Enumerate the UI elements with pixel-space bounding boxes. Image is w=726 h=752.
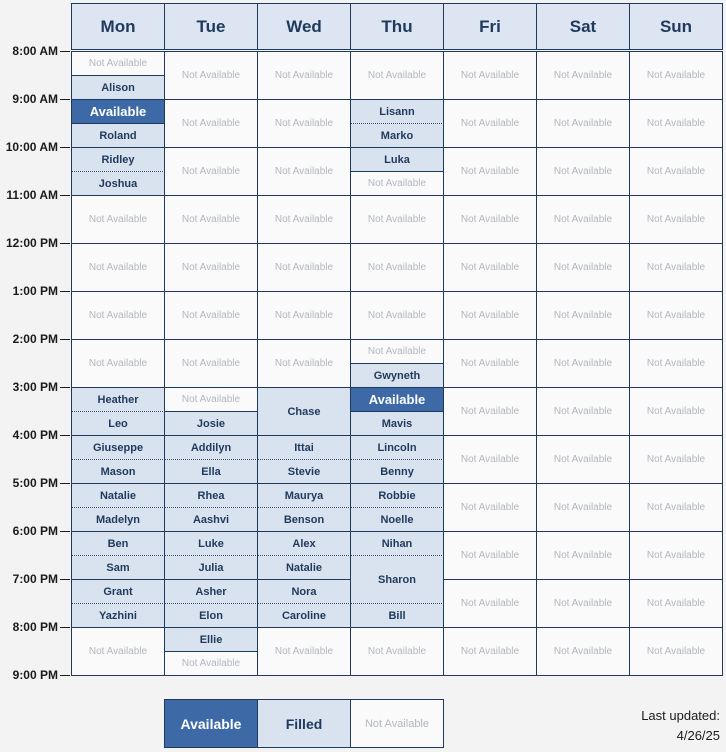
slot-filled[interactable]: Rhea [165,484,257,507]
slot-divider [443,579,537,580]
slot-divider [71,579,165,580]
slot-not-available: Not Available [165,652,257,675]
slot-divider [350,243,444,244]
slot-divider [536,387,630,388]
slot-filled[interactable]: Natalie [258,556,350,579]
slot-filled[interactable]: Noelle [351,508,443,531]
slot-divider [164,627,258,628]
slot-filled[interactable]: Alex [258,532,350,555]
time-tick [60,435,70,436]
slot-not-available: Not Available [165,388,257,411]
slot-filled[interactable]: Grant [72,580,164,603]
slot-filled[interactable]: Roland [72,124,164,147]
slot-not-available: Not Available [537,580,629,627]
slot-filled[interactable]: Ittai [258,436,350,459]
slot-not-available: Not Available [630,580,722,627]
time-tick [60,147,70,148]
slot-not-available: Not Available [258,628,350,675]
time-tick [60,531,70,532]
slot-divider [350,483,444,484]
time-label: 8:00 PM [12,620,58,634]
slot-divider [164,147,258,148]
slot-filled[interactable]: Bill [351,604,443,627]
slot-not-available: Not Available [537,292,629,339]
slot-divider [536,147,630,148]
day-header-thu: Thu [350,3,444,50]
slot-divider [350,147,444,148]
slot-not-available: Not Available [165,292,257,339]
slot-not-available: Not Available [165,340,257,387]
slot-divider [164,483,258,484]
slot-filled[interactable]: Stevie [258,460,350,483]
slot-filled[interactable]: Maurya [258,484,350,507]
slot-divider [443,99,537,100]
last-updated-date: 4/26/25 [676,728,720,743]
slot-divider [443,435,537,436]
slot-divider [443,483,537,484]
time-label: 9:00 AM [12,92,58,106]
slot-not-available: Not Available [258,100,350,147]
time-label: 7:00 PM [12,572,58,586]
slot-filled[interactable]: Yazhini [72,604,164,627]
slot-divider [350,363,444,364]
slot-not-available: Not Available [444,292,536,339]
slot-filled[interactable]: Mavis [351,412,443,435]
slot-divider [350,411,444,412]
slot-divider [164,339,258,340]
slot-not-available: Not Available [537,484,629,531]
slot-divider [164,99,258,100]
slot-divider [164,243,258,244]
slot-not-available: Not Available [444,340,536,387]
slot-divider [71,195,165,196]
slot-divider [629,531,723,532]
slot-not-available: Not Available [537,52,629,99]
time-tick [60,675,70,676]
slot-divider [629,339,723,340]
column-divider [350,51,351,676]
day-header-fri: Fri [443,3,537,50]
column-divider [629,51,630,676]
slot-not-available: Not Available [537,100,629,147]
slot-divider [257,603,351,604]
time-tick [60,291,70,292]
slot-divider [71,75,165,76]
time-tick [60,483,70,484]
slot-divider [443,627,537,628]
time-label: 5:00 PM [12,476,58,490]
slot-filled[interactable]: Madelyn [72,508,164,531]
slot-filled[interactable]: Giuseppe [72,436,164,459]
slot-not-available: Not Available [630,532,722,579]
slot-divider [257,627,351,628]
slot-not-available: Not Available [630,340,722,387]
slot-not-available: Not Available [165,196,257,243]
slot-divider [164,555,258,556]
slot-divider [257,531,351,532]
slot-not-available: Not Available [258,244,350,291]
slot-not-available: Not Available [444,196,536,243]
slot-filled[interactable]: Luke [165,532,257,555]
day-header-mon: Mon [71,3,165,50]
column-divider [257,51,258,676]
slot-not-available: Not Available [537,388,629,435]
slot-not-available: Not Available [630,52,722,99]
slot-divider [350,99,444,100]
slot-divider [164,651,258,652]
slot-divider [164,603,258,604]
last-updated [641,706,720,746]
slot-not-available: Not Available [72,196,164,243]
slot-not-available: Not Available [351,340,443,363]
slot-divider [164,579,258,580]
time-label: 12:00 PM [5,236,58,250]
column-divider [164,51,165,676]
slot-not-available: Not Available [72,244,164,291]
legend-filled: Filled [257,700,350,747]
slot-not-available: Not Available [165,100,257,147]
slot-divider [350,123,444,124]
time-label: 1:00 PM [12,284,58,298]
slot-not-available: Not Available [537,628,629,675]
slot-not-available: Not Available [444,532,536,579]
time-label: 10:00 AM [5,140,58,154]
time-tick [60,579,70,580]
day-header-sun: Sun [629,3,723,50]
slot-filled[interactable]: Lisann [351,100,443,123]
time-tick [60,99,70,100]
column-divider [536,51,537,676]
slot-not-available: Not Available [351,292,443,339]
slot-divider [350,507,444,508]
slot-filled[interactable]: Natalie [72,484,164,507]
slot-divider [629,99,723,100]
slot-divider [71,507,165,508]
slot-filled[interactable]: Addilyn [165,436,257,459]
slot-divider [257,435,351,436]
slot-filled[interactable]: Joshua [72,172,164,195]
slot-not-available: Not Available [444,628,536,675]
slot-divider [71,339,165,340]
slot-not-available: Not Available [72,292,164,339]
slot-divider [443,243,537,244]
slot-divider [71,459,165,460]
slot-divider [443,339,537,340]
slot-not-available: Not Available [630,484,722,531]
slot-not-available: Not Available [72,340,164,387]
slot-not-available: Not Available [630,292,722,339]
slot-not-available: Not Available [258,340,350,387]
slot-divider [257,387,351,388]
slot-divider [536,435,630,436]
slot-divider [164,387,258,388]
slot-divider [71,483,165,484]
slot-filled[interactable]: Asher [165,580,257,603]
day-header-sat: Sat [536,3,630,50]
slot-not-available: Not Available [72,52,164,75]
slot-divider [629,483,723,484]
slot-divider [536,483,630,484]
slot-not-available: Not Available [444,52,536,99]
slot-divider [350,435,444,436]
column-divider [71,51,72,676]
slot-divider [164,411,258,412]
slot-not-available: Not Available [630,436,722,483]
slot-filled[interactable]: Luka [351,148,443,171]
slot-not-available: Not Available [258,292,350,339]
time-tick [60,339,70,340]
slot-divider [536,339,630,340]
slot-available-mon[interactable]: Available [72,100,164,123]
slot-divider [350,171,444,172]
slot-not-available: Not Available [537,340,629,387]
slot-filled[interactable]: Marko [351,124,443,147]
slot-not-available: Not Available [537,148,629,195]
slot-divider [257,291,351,292]
slot-not-available: Not Available [165,148,257,195]
slot-divider [629,435,723,436]
slot-divider [629,147,723,148]
slot-divider [71,603,165,604]
time-label: 2:00 PM [12,332,58,346]
slot-divider [71,411,165,412]
slot-filled[interactable]: Ellie [165,628,257,651]
slot-divider [164,195,258,196]
slot-divider [629,387,723,388]
slot-filled[interactable]: Mason [72,460,164,483]
grid-border [71,675,723,676]
slot-divider [164,531,258,532]
slot-filled[interactable]: Robbie [351,484,443,507]
slot-not-available: Not Available [444,148,536,195]
time-tick [60,51,70,52]
slot-divider [257,243,351,244]
slot-divider [629,627,723,628]
time-label: 8:00 AM [12,44,58,58]
slot-divider [71,123,165,124]
slot-filled[interactable]: Nihan [351,532,443,555]
slot-not-available: Not Available [630,244,722,291]
slot-not-available: Not Available [351,628,443,675]
slot-not-available: Not Available [258,148,350,195]
slot-not-available: Not Available [351,172,443,195]
slot-divider [350,531,444,532]
slot-filled[interactable]: Josie [165,412,257,435]
slot-divider [257,555,351,556]
slot-divider [443,147,537,148]
slot-filled[interactable]: Julia [165,556,257,579]
slot-divider [71,435,165,436]
slot-not-available: Not Available [72,628,164,675]
slot-filled[interactable]: Benny [351,460,443,483]
slot-divider [257,99,351,100]
slot-divider [350,459,444,460]
slot-not-available: Not Available [444,436,536,483]
slot-filled[interactable]: Nora [258,580,350,603]
slot-divider [71,291,165,292]
slot-divider [443,531,537,532]
slot-not-available: Not Available [630,388,722,435]
slot-divider [350,387,444,388]
slot-not-available: Not Available [351,52,443,99]
slot-divider [257,147,351,148]
slot-divider [71,147,165,148]
time-label: 3:00 PM [12,380,58,394]
slot-not-available: Not Available [165,244,257,291]
slot-divider [350,603,444,604]
slot-not-available: Not Available [537,532,629,579]
slot-filled[interactable]: Gwyneth [351,364,443,387]
slot-not-available: Not Available [258,196,350,243]
slot-filled[interactable]: Sam [72,556,164,579]
slot-divider [164,291,258,292]
slot-divider [536,627,630,628]
slot-divider [350,291,444,292]
slot-divider [629,243,723,244]
slot-available-thu[interactable]: Available [351,388,443,411]
slot-divider [350,195,444,196]
slot-divider [71,531,165,532]
slot-divider [350,555,444,556]
slot-filled[interactable]: Lincoln [351,436,443,459]
slot-divider [257,339,351,340]
slot-not-available: Not Available [351,244,443,291]
slot-divider [443,291,537,292]
slot-filled[interactable]: Benson [258,508,350,531]
slot-divider [536,579,630,580]
slot-divider [257,483,351,484]
slot-divider [536,531,630,532]
slot-not-available: Not Available [258,52,350,99]
time-tick [60,195,70,196]
last-updated-label: Last updated: [641,708,720,723]
slot-divider [71,243,165,244]
slot-divider [257,459,351,460]
slot-not-available: Not Available [537,244,629,291]
slot-filled[interactable]: Aashvi [165,508,257,531]
slot-divider [536,99,630,100]
slot-not-available: Not Available [444,388,536,435]
slot-not-available: Not Available [630,148,722,195]
slot-divider [443,387,537,388]
slot-not-available: Not Available [537,196,629,243]
day-header-wed: Wed [257,3,351,50]
slot-filled[interactable]: Alison [72,76,164,99]
legend-not-available: Not Available [350,700,443,747]
day-header-tue: Tue [164,3,258,50]
slot-filled[interactable]: Elon [165,604,257,627]
slot-divider [536,195,630,196]
slot-divider [536,291,630,292]
slot-divider [257,579,351,580]
slot-divider [350,339,444,340]
slot-divider [443,195,537,196]
legend [164,699,444,748]
slot-divider [629,195,723,196]
time-tick [60,243,70,244]
slot-divider [71,99,165,100]
slot-divider [629,291,723,292]
time-tick [60,627,70,628]
time-tick [60,387,70,388]
slot-not-available: Not Available [165,52,257,99]
slot-not-available: Not Available [630,100,722,147]
slot-divider [257,507,351,508]
slot-filled[interactable]: Ridley [72,148,164,171]
slot-divider [71,387,165,388]
slot-divider [350,627,444,628]
time-label: 6:00 PM [12,524,58,538]
slot-filled[interactable]: Heather [72,388,164,411]
time-label: 4:00 PM [12,428,58,442]
slot-not-available: Not Available [444,100,536,147]
slot-filled[interactable]: Ella [165,460,257,483]
slot-not-available: Not Available [630,628,722,675]
slot-filled[interactable]: Caroline [258,604,350,627]
slot-not-available: Not Available [444,580,536,627]
slot-divider [257,195,351,196]
slot-not-available: Not Available [630,196,722,243]
slot-divider [536,243,630,244]
slot-filled[interactable]: Ben [72,532,164,555]
slot-not-available: Not Available [444,244,536,291]
slot-filled[interactable]: Leo [72,412,164,435]
slot-not-available: Not Available [444,484,536,531]
slot-divider [164,459,258,460]
column-divider [443,51,444,676]
slot-divider [164,435,258,436]
slot-divider [71,627,165,628]
slot-filled[interactable]: Sharon [351,556,443,603]
slot-divider [71,171,165,172]
legend-available: Available [165,700,257,747]
slot-divider [629,579,723,580]
time-label: 9:00 PM [12,668,58,682]
column-divider [722,51,723,676]
grid-border [71,51,723,52]
time-label: 11:00 AM [6,188,58,202]
slot-divider [71,555,165,556]
slot-divider [164,507,258,508]
slot-not-available: Not Available [351,196,443,243]
slot-filled[interactable]: Chase [258,388,350,435]
slot-not-available: Not Available [537,436,629,483]
